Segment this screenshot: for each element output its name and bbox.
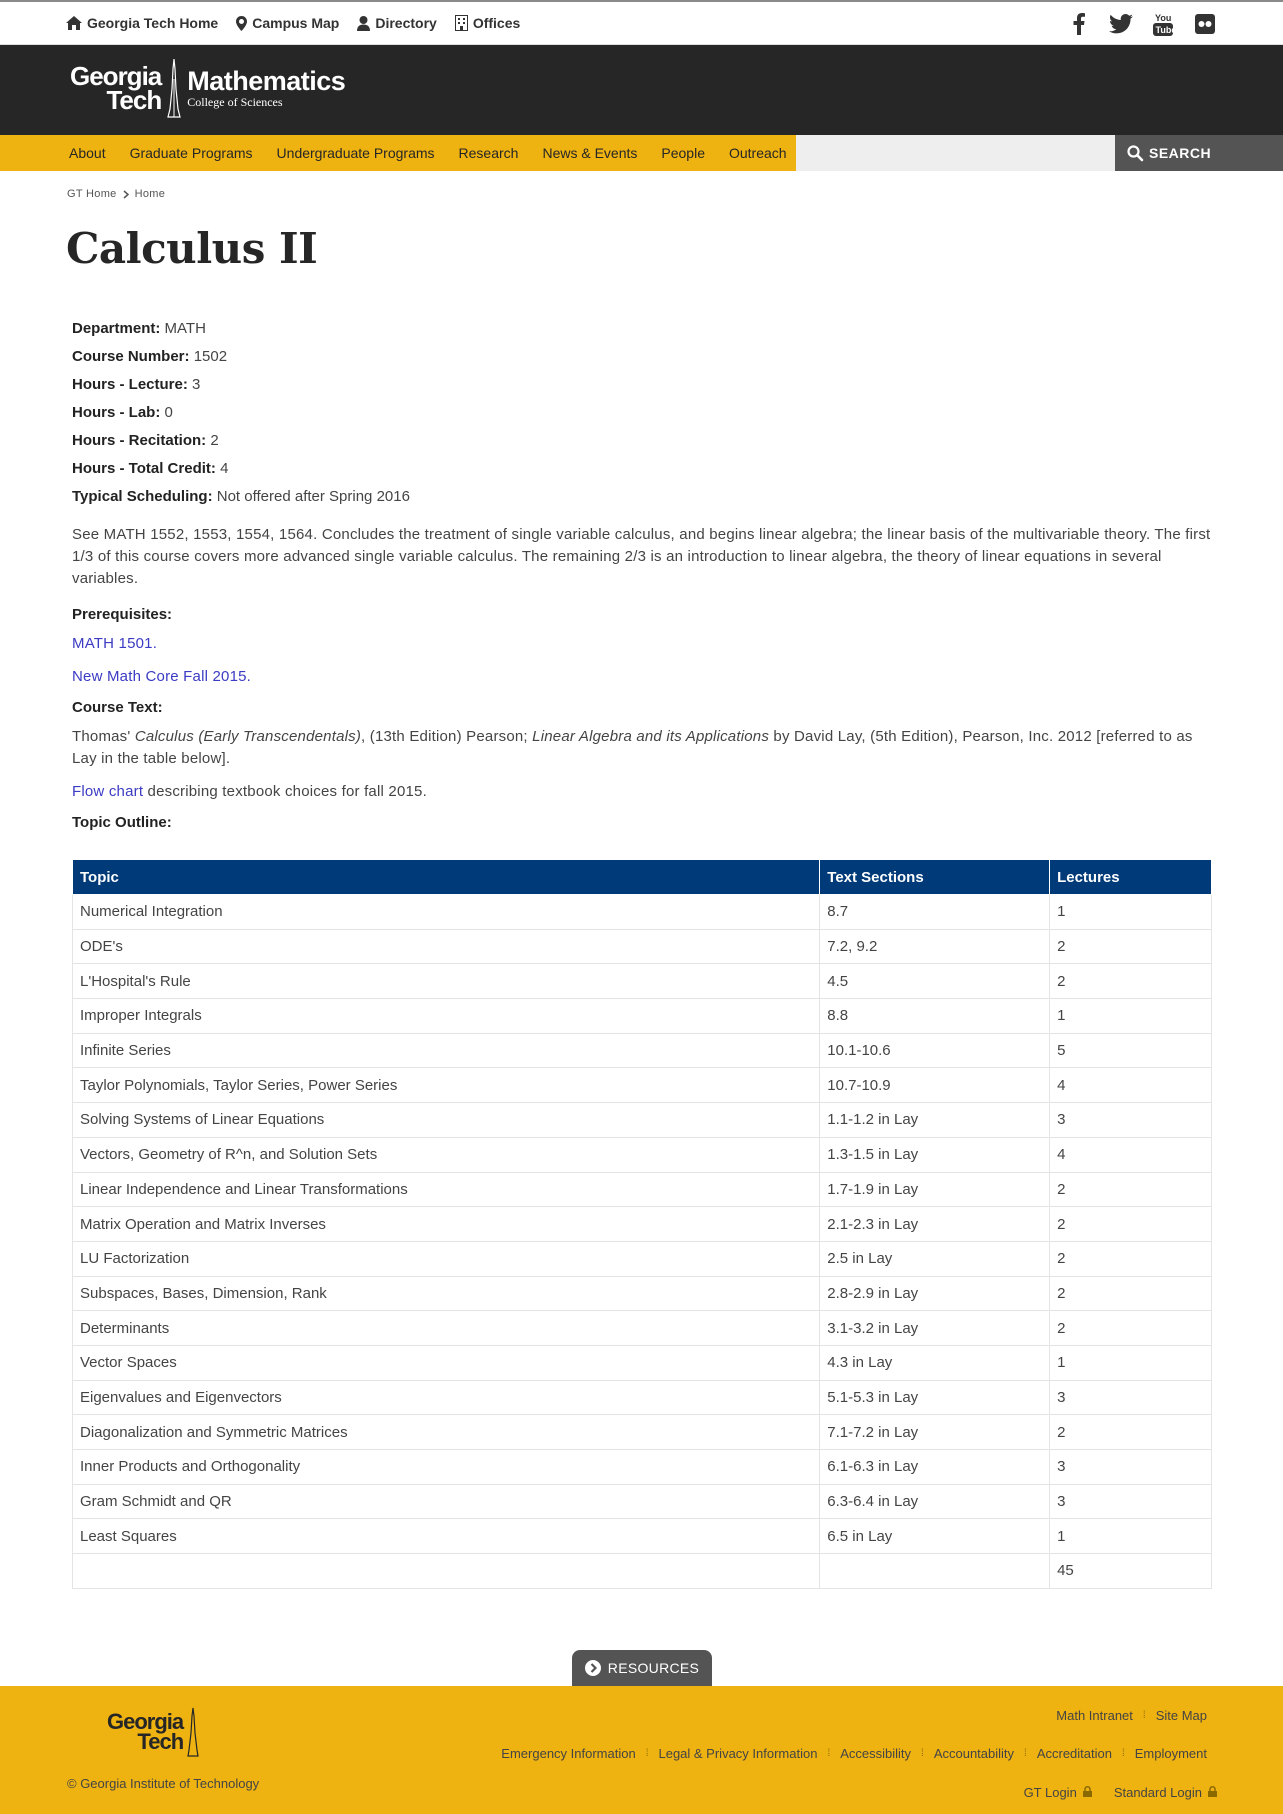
footer-link-employment[interactable]: Employment xyxy=(1134,1746,1207,1761)
field-hours-lab xyxy=(72,402,1212,430)
utility-bar xyxy=(0,0,1283,45)
topic-outline-label: Topic Outline: xyxy=(72,814,172,831)
field-label: Hours - Lab: xyxy=(72,404,161,421)
cell-lectures: 4 xyxy=(1050,1137,1212,1172)
table-row xyxy=(73,1415,1212,1450)
search-button[interactable] xyxy=(1115,135,1283,171)
utility-link-offices[interactable] xyxy=(455,15,520,31)
table-row xyxy=(73,895,1212,930)
map-marker-icon xyxy=(236,16,247,31)
site-logo[interactable] xyxy=(70,59,345,117)
site-footer xyxy=(0,1686,1283,1814)
utility-link-gt-home[interactable] xyxy=(66,15,218,31)
department-name xyxy=(187,67,345,109)
course-text-label: Course Text: xyxy=(72,699,163,716)
field-hours-recitation xyxy=(72,430,1212,458)
search-icon xyxy=(1127,145,1143,161)
cell-topic xyxy=(73,1554,820,1589)
table-row xyxy=(73,1450,1212,1485)
utility-link-label: Georgia Tech Home xyxy=(87,15,219,31)
cell-topic: Taylor Polynomials, Taylor Series, Power Series xyxy=(73,1068,820,1103)
nav-item-news-events[interactable]: News & Events xyxy=(542,145,638,161)
cell-text-sections: 6.3-6.4 in Lay xyxy=(820,1484,1050,1519)
cell-text-sections: 1.3-1.5 in Lay xyxy=(820,1137,1050,1172)
nav-item-about[interactable]: About xyxy=(69,145,106,161)
footer-link-legal-privacy[interactable]: Legal & Privacy Information xyxy=(658,1746,818,1761)
cell-topic: Linear Independence and Linear Transformations xyxy=(73,1172,820,1207)
field-value: 2 xyxy=(210,432,219,449)
field-label: Department: xyxy=(72,320,161,337)
youtube-icon[interactable] xyxy=(1151,12,1175,36)
breadcrumb-gt-home[interactable]: GT Home xyxy=(67,188,117,200)
flow-chart-note xyxy=(72,781,1212,803)
table-row xyxy=(73,1068,1212,1103)
footer-link-accessibility[interactable]: Accessibility xyxy=(840,1746,912,1761)
cell-topic: Determinants xyxy=(73,1311,820,1346)
utility-link-label: Offices xyxy=(472,15,521,31)
search-label: SEARCH xyxy=(1149,145,1212,161)
table-row xyxy=(73,1033,1212,1068)
separator: ⁞ xyxy=(827,1748,831,1759)
course-description: See MATH 1552, 1553, 1554, 1564. Concludes the treatment of single variable calculus, and begins linear algebra; the linear basis of the multivariable theory. The first 1/3 of this course covers more advanced single variable calculus. The remaining 2/3 is an introduction to linear algebra, the theory of linear equations in several variables. xyxy=(72,526,1211,587)
course-text-part: by David Lay, (5th Edition), Pearson, Inc. 2012 [referred to as Lay in the table below]. xyxy=(72,728,1193,767)
cell-lectures: 4 xyxy=(1050,1068,1212,1103)
cell-text-sections: 10.1-10.6 xyxy=(820,1033,1050,1068)
cell-topic: Least Squares xyxy=(73,1519,820,1554)
resources-label: RESOURCES xyxy=(607,1660,700,1676)
footer-gt-line1: Georgia xyxy=(107,1709,184,1734)
table-row xyxy=(73,1380,1212,1415)
footer-link-accreditation[interactable]: Accreditation xyxy=(1036,1746,1112,1761)
cell-lectures: 5 xyxy=(1050,1033,1212,1068)
cell-topic: Diagonalization and Symmetric Matrices xyxy=(73,1415,820,1450)
site-header xyxy=(0,45,1283,135)
cell-text-sections: 8.8 xyxy=(820,999,1050,1034)
cell-text-sections: 5.1-5.3 in Lay xyxy=(820,1380,1050,1415)
nav-item-people[interactable]: People xyxy=(661,145,705,161)
cell-lectures: 1 xyxy=(1050,999,1212,1034)
separator: ⁞ xyxy=(1024,1748,1027,1759)
field-course-number xyxy=(72,346,1212,374)
utility-link-label: Directory xyxy=(375,15,437,31)
cell-topic: ODE's xyxy=(73,929,820,964)
cell-lectures: 2 xyxy=(1050,929,1212,964)
table-row xyxy=(73,1207,1212,1242)
resources-button[interactable] xyxy=(572,1650,712,1686)
cell-text-sections: 2.8-2.9 in Lay xyxy=(820,1276,1050,1311)
home-icon xyxy=(66,16,82,30)
footer-row-1 xyxy=(1056,1708,1207,1723)
nav-item-graduate-programs[interactable]: Graduate Programs xyxy=(129,145,253,161)
field-value: Not offered after Spring 2016 xyxy=(216,488,410,505)
field-hours-lecture xyxy=(72,374,1212,402)
cell-lectures: 1 xyxy=(1050,895,1212,930)
table-row xyxy=(73,999,1212,1034)
column-header-lectures: Lectures xyxy=(1050,860,1212,895)
footer-link-emergency[interactable]: Emergency Information xyxy=(501,1746,636,1761)
cell-lectures: 2 xyxy=(1050,1311,1212,1346)
cell-text-sections: 4.3 in Lay xyxy=(820,1345,1050,1380)
field-value: 3 xyxy=(192,376,201,393)
copyright: © Georgia Institute of Technology xyxy=(67,1776,260,1791)
lock-icon xyxy=(1083,1786,1092,1797)
field-label: Hours - Recitation: xyxy=(72,432,207,449)
flow-chart-text: describing textbook choices for fall 2015. xyxy=(143,783,427,800)
prereq-link-math-1501[interactable]: MATH 1501. xyxy=(72,635,158,652)
footer-logo[interactable] xyxy=(107,1708,199,1756)
cell-text-sections: 2.5 in Lay xyxy=(820,1241,1050,1276)
cell-topic: Improper Integrals xyxy=(73,999,820,1034)
cell-topic: Numerical Integration xyxy=(73,895,820,930)
utility-link-directory[interactable] xyxy=(357,15,436,31)
twitter-icon[interactable] xyxy=(1109,12,1133,36)
course-text xyxy=(72,726,1212,770)
table-row xyxy=(73,1345,1212,1380)
table-row xyxy=(73,1484,1212,1519)
cell-text-sections: 8.7 xyxy=(820,895,1050,930)
table-row xyxy=(73,964,1212,999)
facebook-icon[interactable] xyxy=(1067,12,1091,36)
table-header-row xyxy=(73,860,1212,895)
footer-link-accountability[interactable]: Accountability xyxy=(933,1746,1015,1761)
standard-login-label: Standard Login xyxy=(1113,1785,1202,1800)
nav-item-outreach[interactable]: Outreach xyxy=(728,145,787,161)
utility-links xyxy=(66,15,520,31)
cell-topic: LU Factorization xyxy=(73,1241,820,1276)
cell-lectures: 45 xyxy=(1050,1554,1212,1589)
breadcrumb-home[interactable]: Home xyxy=(134,188,166,200)
field-department xyxy=(72,318,1212,346)
gt-wordmark xyxy=(70,61,162,115)
gt-login-label: GT Login xyxy=(1023,1785,1077,1800)
person-icon xyxy=(357,16,370,31)
cell-lectures: 3 xyxy=(1050,1103,1212,1138)
field-typical-scheduling xyxy=(72,486,1212,514)
field-value: 1502 xyxy=(193,348,228,365)
cell-lectures: 1 xyxy=(1050,1519,1212,1554)
footer-link-site-map[interactable]: Site Map xyxy=(1155,1708,1207,1723)
course-details xyxy=(72,318,1212,831)
standard-login-link[interactable] xyxy=(1114,1785,1217,1800)
breadcrumb xyxy=(67,188,165,200)
cell-text-sections: 7.1-7.2 in Lay xyxy=(820,1415,1050,1450)
cell-lectures: 2 xyxy=(1050,964,1212,999)
separator: ⁞ xyxy=(645,1748,649,1759)
cell-topic: L'Hospital's Rule xyxy=(73,964,820,999)
field-label: Hours - Lecture: xyxy=(72,376,188,393)
cell-topic: Subspaces, Bases, Dimension, Rank xyxy=(73,1276,820,1311)
svg-text:Tube: Tube xyxy=(1155,25,1177,35)
separator: ⁞ xyxy=(1121,1748,1125,1759)
cell-text-sections: 3.1-3.2 in Lay xyxy=(820,1311,1050,1346)
cell-topic: Gram Schmidt and QR xyxy=(73,1484,820,1519)
separator: ⁞ xyxy=(921,1748,924,1759)
college-name: College of Sciences xyxy=(187,95,283,109)
tech-tower-icon xyxy=(187,1708,199,1756)
cell-lectures: 2 xyxy=(1050,1172,1212,1207)
cell-text-sections: 4.5 xyxy=(820,964,1050,999)
cell-text-sections: 1.7-1.9 in Lay xyxy=(820,1172,1050,1207)
field-label: Course Number: xyxy=(72,348,190,365)
table-row xyxy=(73,1276,1212,1311)
prerequisites-label: Prerequisites: xyxy=(72,606,173,623)
cell-text-sections: 7.2, 9.2 xyxy=(820,929,1050,964)
table-row xyxy=(73,1137,1212,1172)
cell-topic: Solving Systems of Linear Equations xyxy=(73,1103,820,1138)
cell-lectures: 2 xyxy=(1050,1207,1212,1242)
cell-lectures: 3 xyxy=(1050,1450,1212,1485)
field-value: 4 xyxy=(220,460,229,477)
cell-lectures: 3 xyxy=(1050,1484,1212,1519)
chevron-right-icon xyxy=(123,190,129,199)
utility-link-campus-map[interactable] xyxy=(236,15,339,31)
footer-row-2 xyxy=(501,1746,1207,1761)
building-icon xyxy=(455,15,468,31)
gt-wordmark-line2: Tech xyxy=(106,85,162,115)
department-title: Mathematics xyxy=(187,66,346,96)
utility-link-label: Campus Map xyxy=(252,15,340,31)
footer-row-3 xyxy=(1024,1785,1217,1800)
table-row xyxy=(73,1519,1212,1554)
course-text-part: Thomas' xyxy=(72,728,135,745)
column-header-text-sections: Text Sections xyxy=(820,860,1050,895)
cell-topic: Infinite Series xyxy=(73,1033,820,1068)
cell-lectures: 1 xyxy=(1050,1345,1212,1380)
separator: ⁞ xyxy=(1142,1710,1146,1721)
cell-text-sections: 1.1-1.2 in Lay xyxy=(820,1103,1050,1138)
cell-lectures: 3 xyxy=(1050,1380,1212,1415)
field-value: 0 xyxy=(164,404,173,421)
cell-topic: Vectors, Geometry of R^n, and Solution Sets xyxy=(73,1137,820,1172)
topic-outline-table xyxy=(72,859,1212,1589)
footer-gt-wordmark xyxy=(107,1709,184,1754)
table-row xyxy=(73,929,1212,964)
column-header-topic: Topic xyxy=(73,860,820,895)
cell-text-sections: 10.7-10.9 xyxy=(820,1068,1050,1103)
table-row xyxy=(73,1172,1212,1207)
tech-tower-icon xyxy=(167,59,181,117)
prereq-link-new-math-core[interactable]: New Math Core Fall 2015. xyxy=(72,668,252,685)
cell-lectures: 2 xyxy=(1050,1276,1212,1311)
cell-text-sections: 6.5 in Lay xyxy=(820,1519,1050,1554)
cell-lectures: 2 xyxy=(1050,1415,1212,1450)
nav-item-undergraduate-programs[interactable]: Undergraduate Programs xyxy=(276,145,435,161)
chevron-circle-right-icon xyxy=(585,1660,601,1676)
course-text-part: , (13th Edition) Pearson; xyxy=(361,728,533,745)
book-title: Calculus (Early Transcendentals) xyxy=(134,728,362,745)
lock-icon xyxy=(1208,1786,1217,1797)
gt-login-link[interactable] xyxy=(1024,1785,1092,1800)
table-row xyxy=(73,1554,1212,1589)
field-hours-total-credit xyxy=(72,458,1212,486)
table-body xyxy=(73,895,1212,1589)
cell-topic: Matrix Operation and Matrix Inverses xyxy=(73,1207,820,1242)
main-nav xyxy=(0,135,1283,171)
field-label: Hours - Total Credit: xyxy=(72,460,216,477)
table-row xyxy=(73,1311,1212,1346)
svg-text:You: You xyxy=(1155,13,1172,23)
book-title: Linear Algebra and its Applications xyxy=(532,728,770,745)
cell-topic: Inner Products and Orthogonality xyxy=(73,1450,820,1485)
cell-topic: Vector Spaces xyxy=(73,1345,820,1380)
cell-lectures: 2 xyxy=(1050,1241,1212,1276)
cell-topic: Eigenvalues and Eigenvectors xyxy=(73,1380,820,1415)
nav-item-research[interactable]: Research xyxy=(458,145,519,161)
flickr-icon[interactable] xyxy=(1193,12,1217,36)
gt-wordmark-line1: Georgia xyxy=(70,61,162,91)
field-label: Typical Scheduling: xyxy=(72,488,213,505)
field-value: MATH xyxy=(164,320,206,337)
cell-text-sections: 2.1-2.3 in Lay xyxy=(820,1207,1050,1242)
social-links xyxy=(1067,12,1217,36)
footer-link-math-intranet[interactable]: Math Intranet xyxy=(1056,1708,1133,1723)
table-row xyxy=(73,1241,1212,1276)
page-title: Calculus II xyxy=(66,224,318,273)
cell-text-sections: 6.1-6.3 in Lay xyxy=(820,1450,1050,1485)
table-row xyxy=(73,1103,1212,1138)
footer-gt-line2: Tech xyxy=(137,1729,184,1754)
cell-text-sections xyxy=(820,1554,1050,1589)
flow-chart-link[interactable]: Flow chart xyxy=(72,783,144,800)
nav-menu xyxy=(0,135,796,171)
